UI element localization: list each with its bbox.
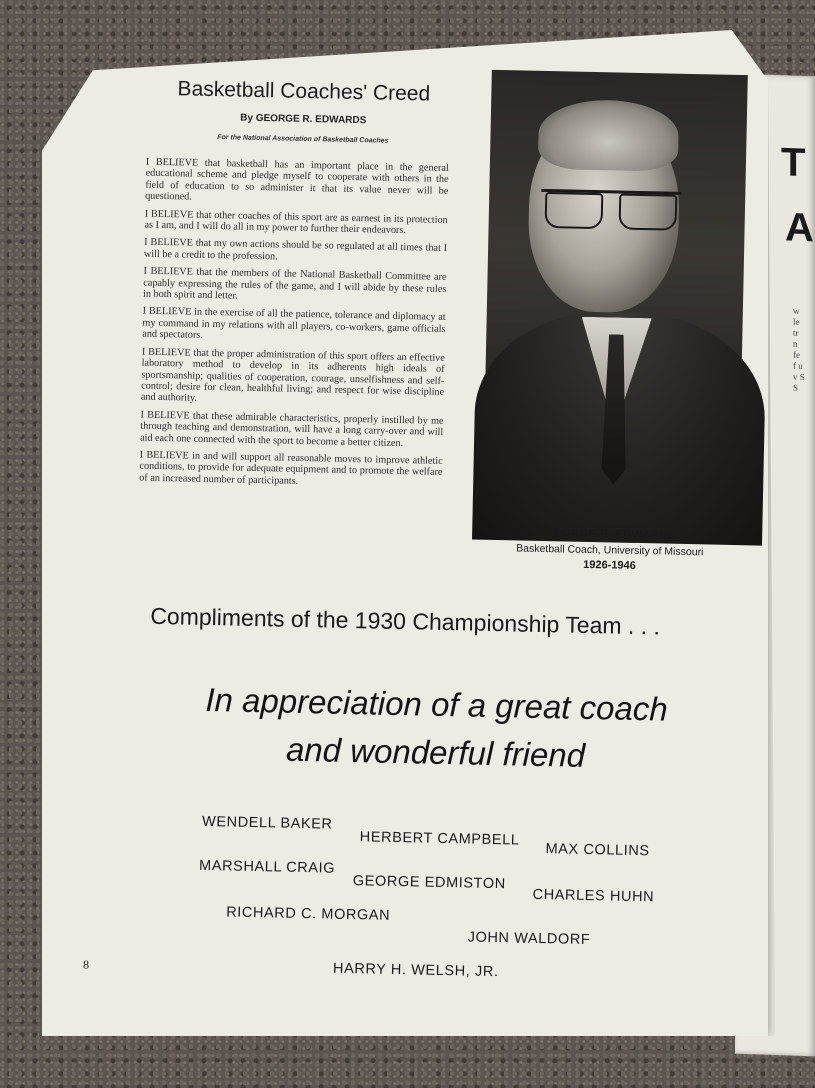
portrait-photo xyxy=(483,70,748,515)
team-member-name: HARRY H. WELSH, JR. xyxy=(332,960,499,981)
creed-paragraph: I BELIEVE that the proper administration of this sport offers an effective laboratory method to develop in its adherents high ideals of sportsmanship; qualities of cooperation, courage, unselfishness and self-control; desire for clean, healthful living; and respect for wise discipline and authority. xyxy=(140,346,445,405)
article-byline: By GEORGE R. EDWARDS xyxy=(240,112,367,127)
creed-paragraph: I BELIEVE that my own actions should be so regulated at all times that I will be a credit to the profession. xyxy=(143,237,448,263)
team-member-name: MARSHALL CRAIG xyxy=(198,857,336,877)
facing-page-heading-letter: T xyxy=(781,140,806,186)
team-member-name: JOHN WALDORF xyxy=(467,929,591,949)
appreciation-line: In appreciation of a great coach xyxy=(205,680,669,728)
facing-page-text-fragments: w le tr n fe f u v S S xyxy=(793,305,805,393)
caption-role: Basketball Coach, University of Missouri xyxy=(516,542,704,559)
creed-paragraph: I BELIEVE that basketball has an important place in the general educational scheme and pledge myself to cooperate with others in the field of education to so administer it that its value never will be questioned. xyxy=(145,156,449,203)
compliments-line: Compliments of the 1930 Championship Team . . . xyxy=(150,602,661,640)
creed-body xyxy=(139,157,449,496)
team-member-name: RICHARD C. MORGAN xyxy=(225,904,391,924)
team-member-name: HERBERT CAMPBELL xyxy=(359,829,520,849)
portrait-glasses xyxy=(541,189,682,229)
article-title: Basketball Coaches' Creed xyxy=(177,77,431,106)
page-number: 8 xyxy=(82,957,90,972)
article-affiliation: For the National Association of Basketball Coaches xyxy=(217,134,389,145)
creed-paragraph: I BELIEVE that the members of the National Basketball Committee are capably expressing the rules of the game, and I will abide by these rules in both spirit and letter. xyxy=(142,265,447,302)
creed-paragraph: I BELIEVE in the exercise of all the patience, tolerance and diplomacy at my command in my relations with all players, co-workers, game officials and spectators. xyxy=(142,306,446,342)
creed-paragraph: I BELIEVE that these admirable characteristics, properly instilled by me through teaching and demonstration, will have a long carry-over and will aid each one connected with the sport to become a better citizen. xyxy=(139,409,444,449)
team-member-name: WENDELL BAKER xyxy=(201,813,333,833)
team-member-name: CHARLES HUHN xyxy=(532,886,655,906)
portrait-hair xyxy=(538,99,679,172)
creed-paragraph: I BELIEVE that other coaches of this sport are as earnest in its protection as I am, and I will do all in my power to further their endeavors. xyxy=(144,208,448,237)
appreciation-line: and wonderful friend xyxy=(285,730,586,774)
facing-page-heading-letter: A xyxy=(785,205,814,251)
caption-years: 1926-1946 xyxy=(583,558,636,572)
team-member-name: MAX COLLINS xyxy=(545,841,650,860)
appreciation-message xyxy=(165,675,707,782)
caption-name: GEORGE R. EDWARDS xyxy=(544,527,676,542)
creed-paragraph: I BELIEVE in and will support all reasonable moves to improve athletic conditions, to provide for adequate equipment and to promote the welfare of an increased number of participants. xyxy=(139,449,443,487)
team-member-name: GEORGE EDMISTON xyxy=(352,873,506,893)
photo-caption xyxy=(481,526,738,574)
